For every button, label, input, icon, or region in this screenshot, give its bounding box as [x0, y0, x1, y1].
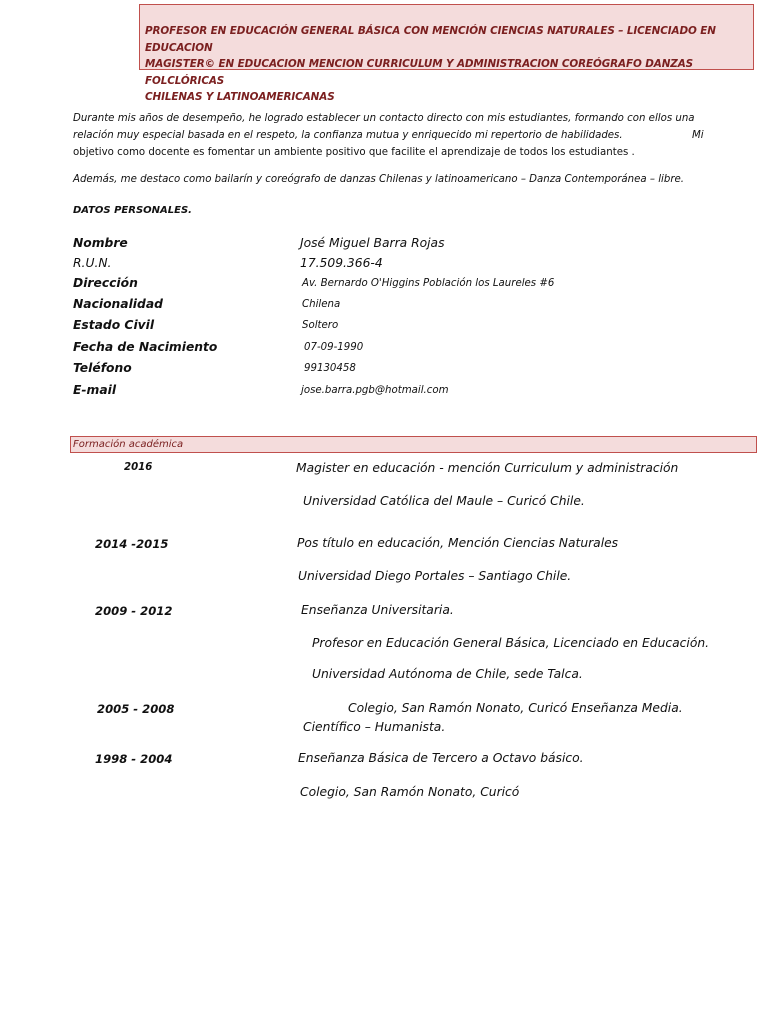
intro-line-1: Durante mis años de desempeño, he logrado establecer un contacto directo con mis estudiantes, formando con ellos una	[73, 113, 695, 124]
year-2016: 2016	[124, 462, 153, 473]
header-title-line-3: CHILENAS Y LATINOAMERICANAS	[145, 91, 335, 103]
value-telefono: 99130458	[304, 363, 356, 374]
datos-personales-heading: DATOS PERSONALES.	[73, 205, 192, 216]
intro-line-3: objetivo como docente es fomentar un ambiente positivo que facilite el aprendizaje de todos los estudiantes .	[73, 146, 635, 158]
value-nacionalidad: Chilena	[302, 299, 341, 310]
edu-2009-line-2: Profesor en Educación General Básica, Licenciado en Educación.	[312, 636, 710, 650]
label-run: R.U.N.	[73, 256, 112, 270]
formacion-academica-heading: Formación académica	[70, 436, 757, 453]
label-telefono: Teléfono	[73, 361, 132, 375]
edu-2009-line-1: Enseñanza Universitaria.	[301, 603, 454, 617]
edu-2005-line-2: Científico – Humanista.	[303, 720, 446, 734]
value-fecha-nacimiento: 07-09-1990	[304, 342, 364, 353]
edu-1998-line-2: Colegio, San Ramón Nonato, Curicó	[300, 785, 520, 799]
value-email: jose.barra.pgb@hotmail.com	[301, 385, 449, 396]
intro-line-2: relación muy especial basada en el respeto, la confianza mutua y enriquecido mi repertorio de habilidades.	[73, 129, 623, 141]
edu-2005-line-1: Colegio, San Ramón Nonato, Curicó Enseñanza Media.	[348, 701, 683, 715]
label-nombre: Nombre	[73, 236, 128, 250]
edu-2014-line-2: Universidad Diego Portales – Santiago Chile.	[298, 569, 572, 583]
header-title-line-2: MAGISTER© EN EDUCACION MENCION CURRICULUM Y ADMINISTRACION COREÓGRAFO DANZAS FOLCLÓRICAS	[145, 58, 694, 87]
value-run: 17.509.366-4	[300, 256, 383, 270]
value-direccion: Av. Bernardo O'Higgins Población los Laureles #6	[302, 278, 555, 289]
edu-2009-line-3: Universidad Autónoma de Chile, sede Talca.	[312, 667, 583, 681]
year-1998-2004: 1998 - 2004	[95, 752, 173, 766]
intro-line-2-wrap	[73, 128, 713, 145]
year-2005-2008: 2005 - 2008	[97, 702, 175, 716]
edu-1998-line-1: Enseñanza Básica de Tercero a Octavo básico.	[298, 751, 584, 765]
year-2009-2012: 2009 - 2012	[95, 604, 173, 618]
intro-paragraph-2: Además, me destaco como bailarín y coreógrafo de danzas Chilenas y latinoamericano – Danza Contemporánea – libre.	[73, 174, 685, 185]
value-estado-civil: Soltero	[302, 320, 339, 331]
intro-paragraph	[73, 111, 713, 161]
edu-2016-line-2: Universidad Católica del Maule – Curicó Chile.	[303, 494, 585, 508]
edu-2016-line-1: Magister en educación - mención Curriculum y administración	[296, 461, 679, 475]
label-fecha-nacimiento: Fecha de Nacimiento	[73, 340, 218, 354]
header-title-line-1: PROFESOR EN EDUCACIÓN GENERAL BÁSICA CON MENCIÓN CIENCIAS NATURALES – LICENCIADO EN EDUCACION	[145, 25, 716, 54]
label-email: E-mail	[73, 383, 117, 397]
label-direccion: Dirección	[73, 276, 138, 290]
value-nombre: José Miguel Barra Rojas	[300, 236, 445, 250]
intro-line-2-end: Mi	[692, 129, 704, 141]
edu-2014-line-1: Pos título en educación, Mención Ciencias Naturales	[297, 536, 619, 550]
label-estado-civil: Estado Civil	[73, 318, 155, 332]
header-title-box	[139, 4, 754, 103]
label-nacionalidad: Nacionalidad	[73, 297, 163, 311]
year-2014-2015: 2014 -2015	[95, 537, 169, 551]
